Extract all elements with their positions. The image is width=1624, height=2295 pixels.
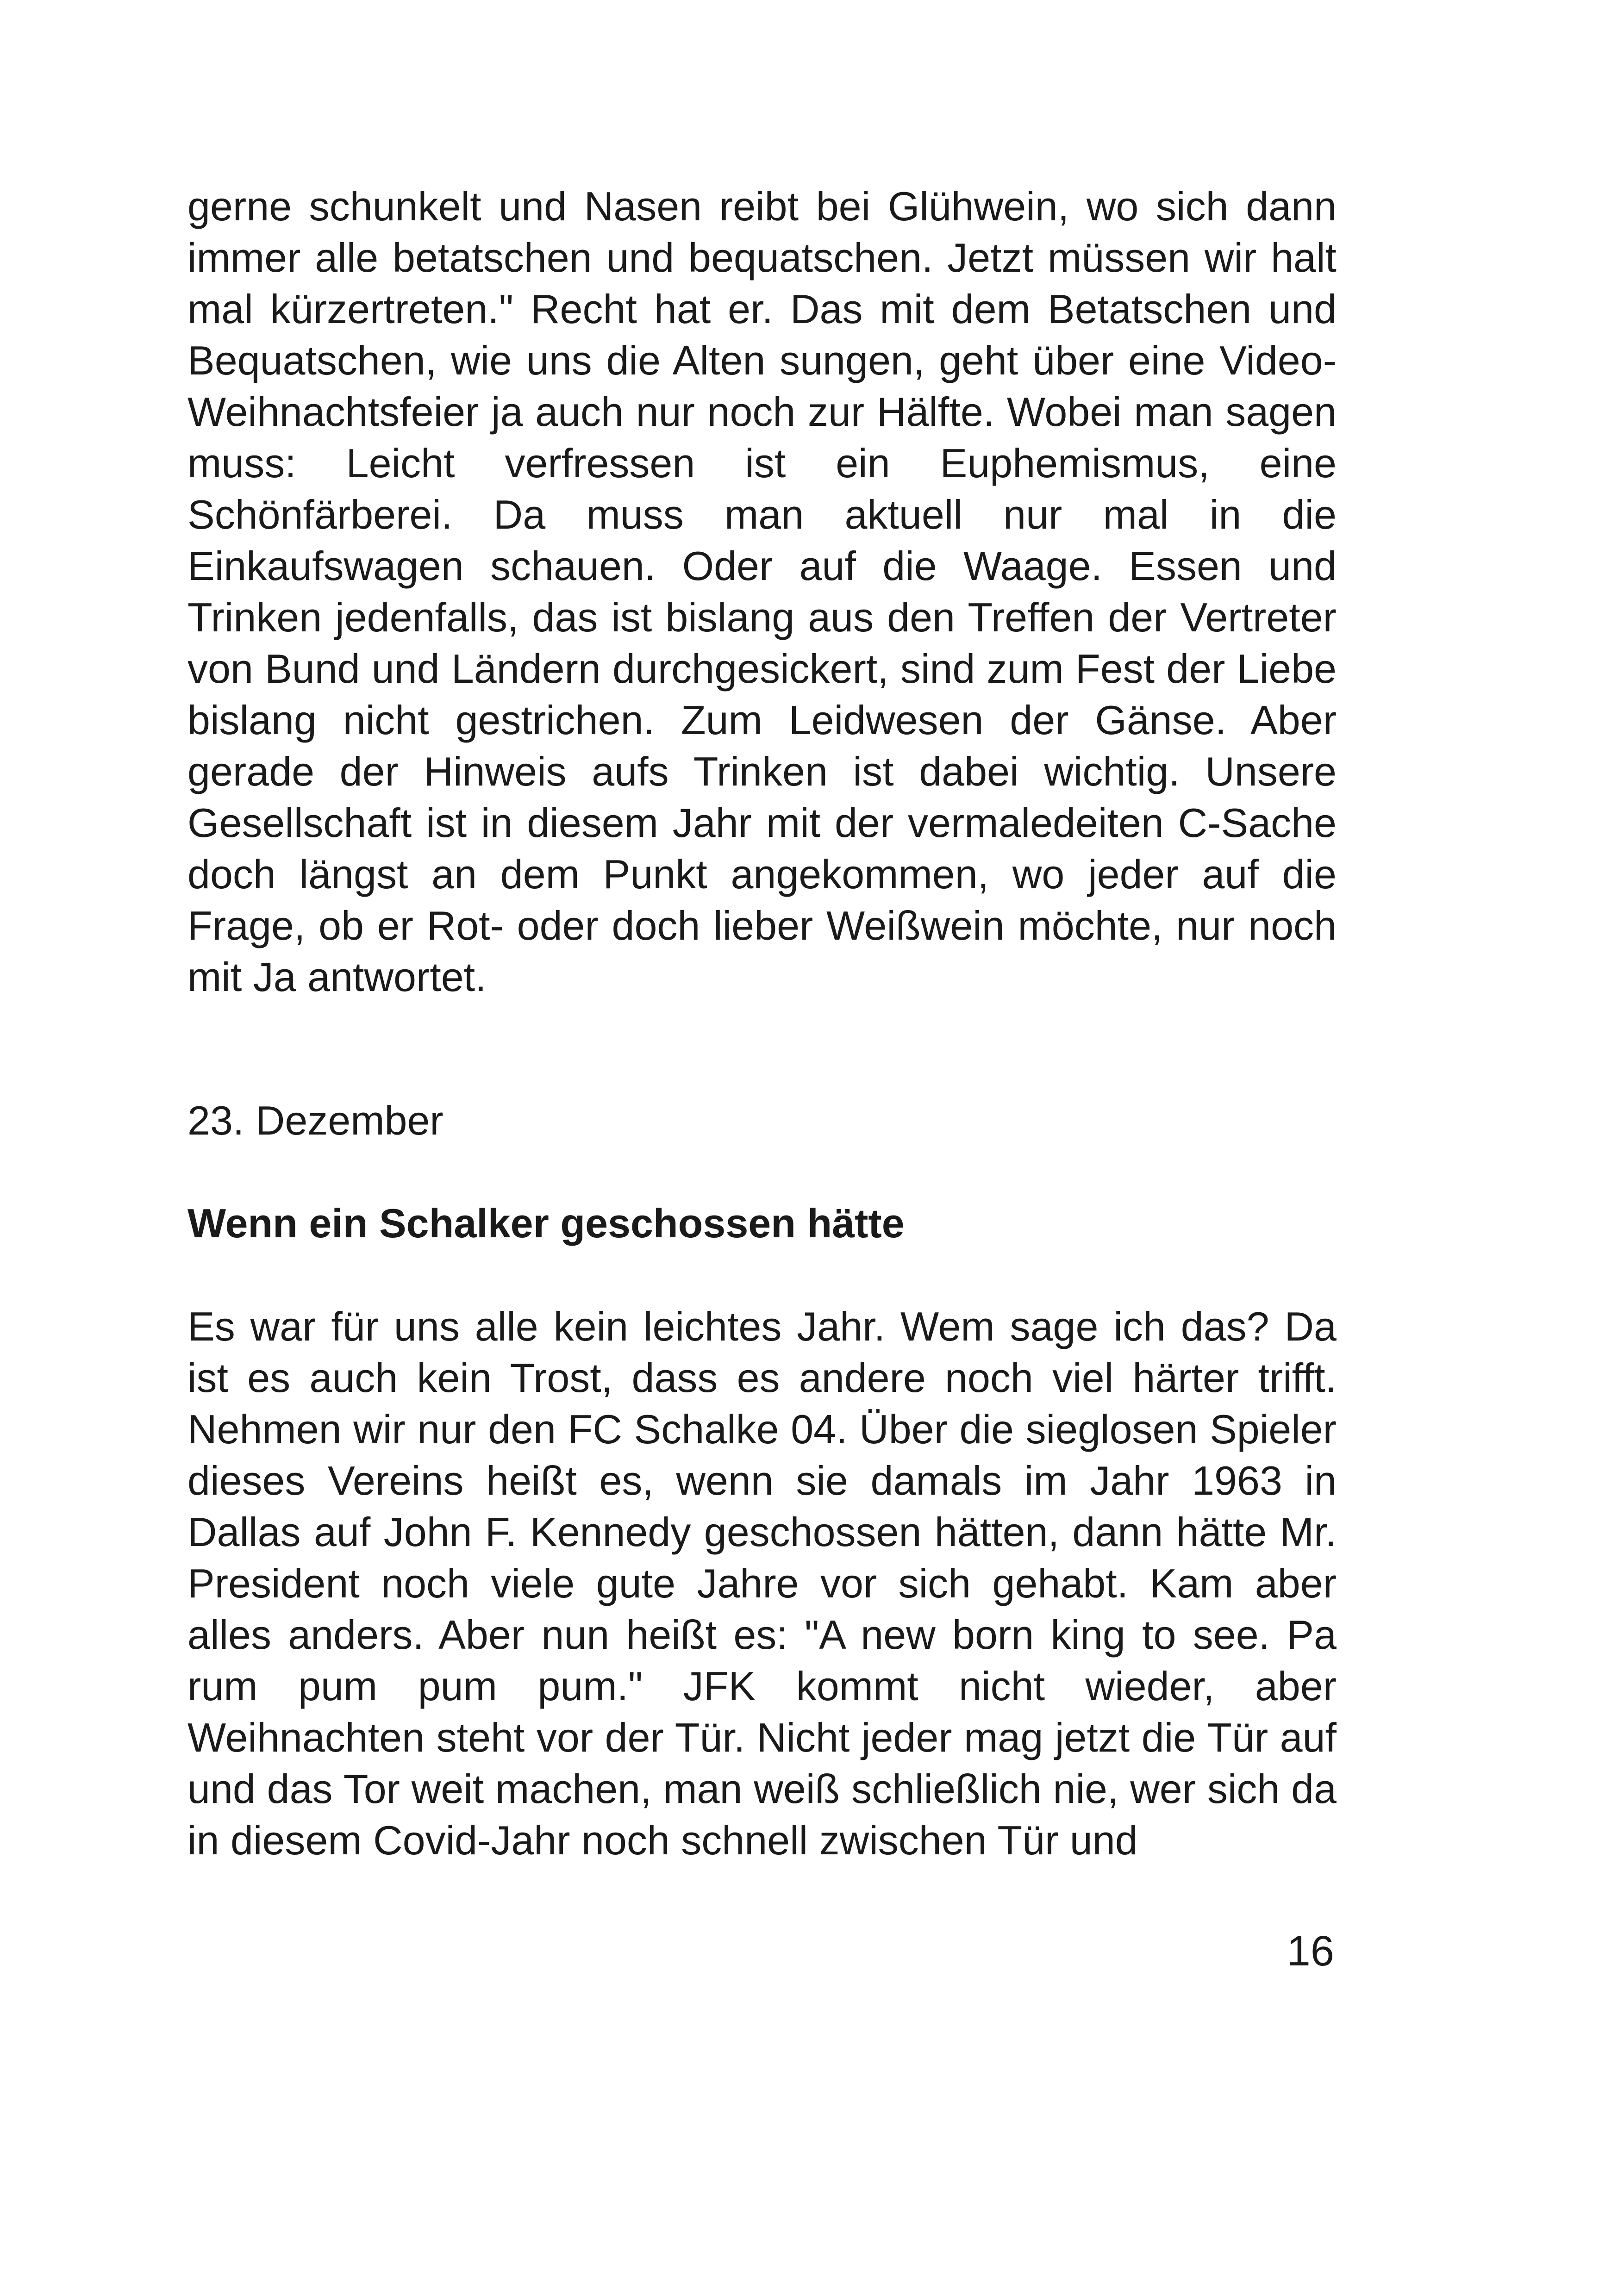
entry-paragraph: Es war für uns alle kein leichtes Jahr. Wem sage ich das? Da ist es auch kein Trost, dass es andere noch viel härter trifft. Nehmen wir nur den FC Schalke 04. Über die sieglosen Spieler dieses Vereins heißt es, wenn sie damals im Jahr 1963 in Dallas auf John F. Kennedy geschossen hätten, dann hätte Mr. President noch viele gute Jahre vor sich gehabt. Kam aber alles anders. Aber nun heißt es: "A new born king to see. Pa rum pum pum pum." JFK kommt nicht wieder, aber Weihnachten steht vor der Tür. Nicht jeder mag jetzt die Tür auf und das Tor weit machen, man weiß schließlich nie, wer sich da in diesem Covid-Jahr noch schnell zwischen Tür und	[187, 1303, 1337, 1863]
entry-title: Wenn ein Schalker geschossen hätte	[187, 1200, 905, 1246]
continuation-paragraph-block	[187, 181, 1337, 1003]
entry-date: 23. Dezember	[187, 1098, 443, 1143]
entry-paragraph-block	[187, 1301, 1337, 1866]
continuation-paragraph: gerne schunkelt und Nasen reibt bei Glühwein, wo sich dann immer alle betatschen und bequatschen. Jetzt müssen wir halt mal kürzertreten." Recht hat er. Das mit dem Betatschen und Bequatschen, wie uns die Alten sungen, geht über eine Video-Weihnachtsfeier ja auch nur noch zur Hälfte. Wobei man sagen muss: Leicht verfressen ist ein Euphemismus, eine Schönfärberei. Da muss man aktuell nur mal in die Einkaufswagen schauen. Oder auf die Waage. Essen und Trinken jedenfalls, das ist bislang aus den Treffen der Vertreter von Bund und Ländern durchgesickert, sind zum Fest der Liebe bislang nicht gestrichen. Zum Leidwesen der Gänse. Aber gerade der Hinweis aufs Trinken ist dabei wichtig. Unsere Gesellschaft ist in diesem Jahr mit der vermaledeiten C-Sache doch längst an dem Punkt angekommen, wo jeder auf die Frage, ob er Rot- oder doch lieber Weißwein möchte, nur noch mit Ja antwortet.	[187, 183, 1337, 1000]
page-number: 16	[1287, 1927, 1334, 1975]
